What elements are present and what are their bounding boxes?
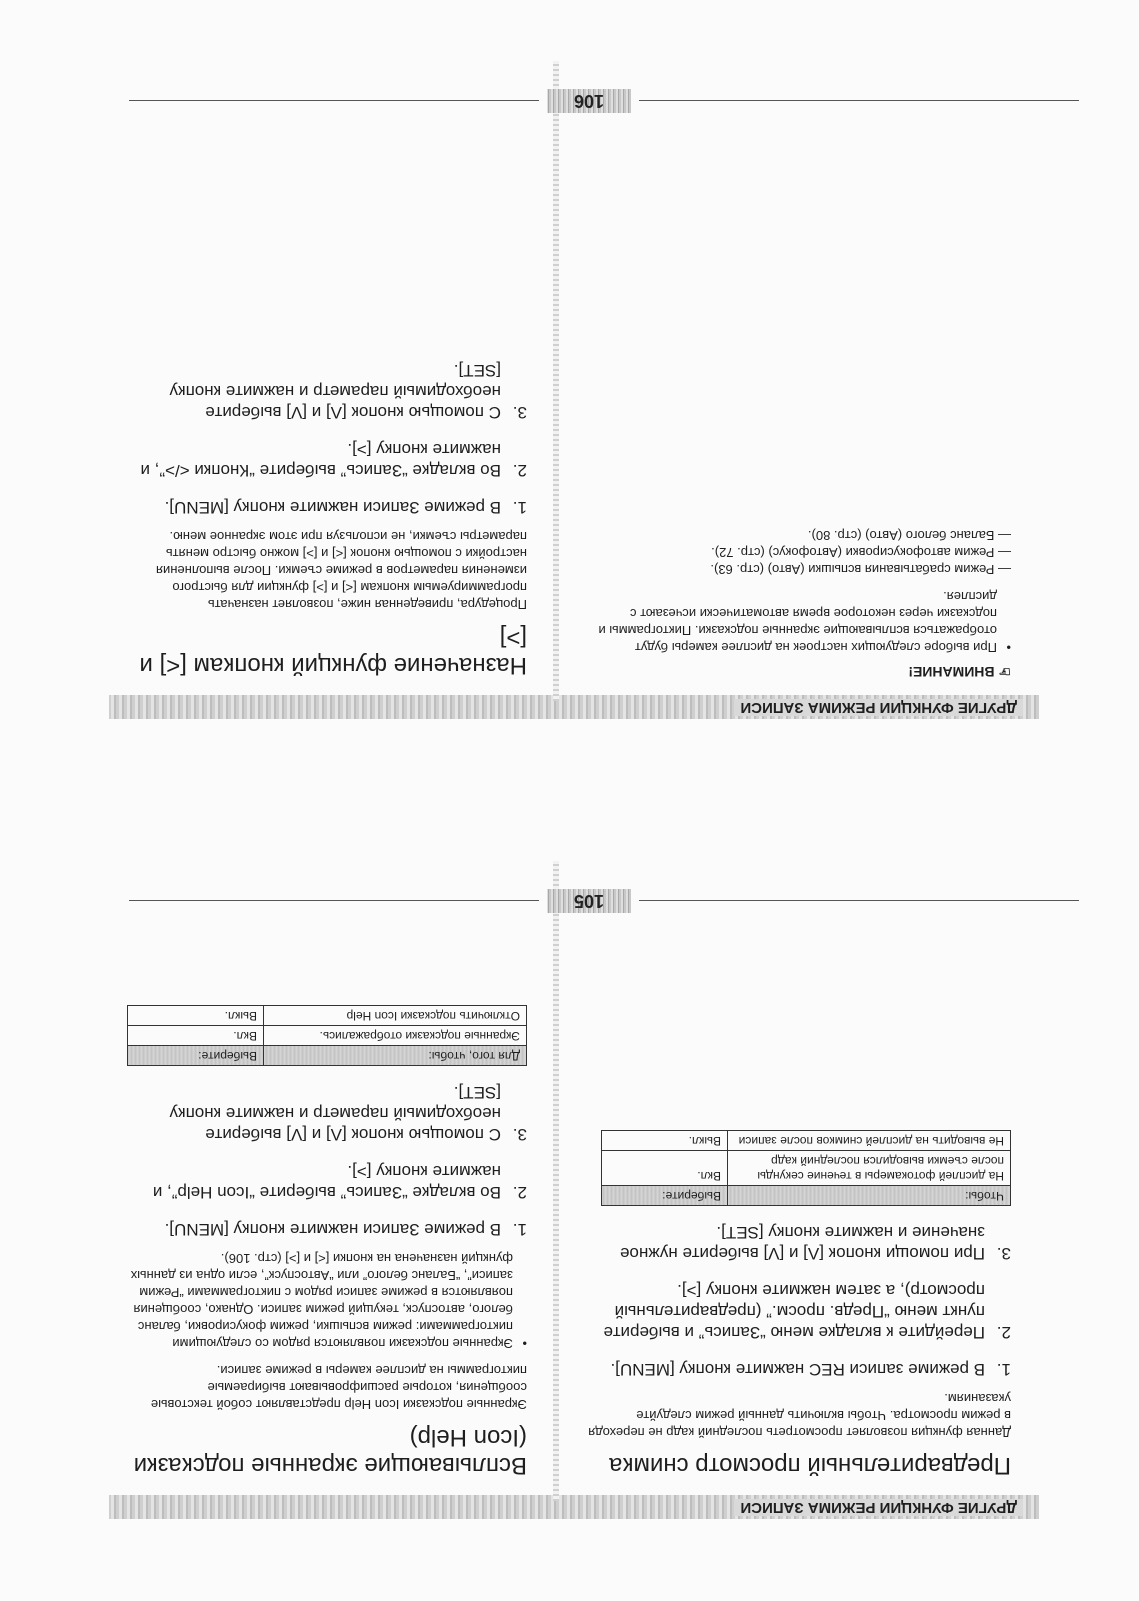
step (127, 1219, 527, 1240)
step-number: 3. (996, 1244, 1011, 1263)
step-number: 1. (512, 1220, 527, 1239)
steps-list (127, 360, 527, 518)
step (127, 1161, 527, 1203)
section-header-text: ДРУГИЕ ФУНКЦИИ РЕЖИМА ЗАПИСИ (734, 1499, 1023, 1516)
step-number: 2. (996, 1323, 1011, 1342)
table-header: Чтобы: (728, 1186, 1011, 1206)
step-text: В режиме записи REC нажмите кнопку [MENU]. (610, 1360, 985, 1379)
table-header: Выберите: (602, 1186, 728, 1206)
step-text: В режиме Записи нажмите кнопку [MENU]. (164, 1220, 501, 1239)
section-title: Назначение функций кнопкам [<] и [>] (139, 624, 527, 679)
table-row (128, 1006, 527, 1026)
table-cell: Вкл. (128, 1026, 264, 1046)
table-cell: На дисплей фотокамеры в течение секунды после съемки выводился последний кадр (728, 1151, 1011, 1186)
footer-rule (639, 100, 1079, 101)
footer-rule (129, 900, 539, 901)
note-title-text: ВНИМАНИЕ! (908, 664, 995, 680)
note-title (591, 662, 1011, 681)
options-table (127, 1005, 527, 1066)
step-number: 2. (512, 1183, 527, 1202)
footer-rule (129, 100, 539, 101)
step-text: С помощью кнопок [Λ] и [V] выберите необходимый параметр и нажмите кнопку [SET]. (169, 361, 501, 422)
step-number: 3. (512, 1125, 527, 1144)
table-cell: Отключить подсказки Icon Help (264, 1006, 527, 1026)
table-row (602, 1151, 1011, 1186)
section-header (109, 1495, 1039, 1519)
table-header: Для того, чтобы: (264, 1046, 527, 1066)
step (127, 1082, 527, 1145)
attention-note (591, 527, 1011, 683)
dash-item: — Режим срабатывания вспышки (Авто) (стр. 63). (710, 562, 1011, 577)
preview-section (581, 1130, 1011, 1483)
section-intro: Процедура, приведенная ниже, позволяет назначать программируемым кнопкам [<] и [>] функции для быстрого изменения параметров в режиме съемки. После выполнения настройки с помощью кнопок [<] и [>] можно быстро менять параметры съемки, не используя при этом экранное меню. (155, 529, 527, 612)
step (581, 1280, 1011, 1343)
table-cell: Не выводить на дисплей снимков после записи (728, 1131, 1011, 1151)
button-assign-section (127, 344, 527, 683)
step-number: 2. (512, 461, 527, 480)
step (127, 439, 527, 481)
column-divider (553, 861, 559, 1501)
bullet-note: • Экранные подсказки появляются рядом со следующими пиктограммами: режим вспышки, режим фокусировки, баланс белого, автоспуск, текущий режим записи. Однако, сообщения появляются в режиме записи рядом с пиктограммами “Режим записи”, “Баланс белого” или “Автоспуск”, если одна из данных функций назначена на кнопки [<] и [>] (стр. 106). (127, 1250, 527, 1352)
page-number: 106 (547, 89, 631, 113)
section-header (109, 695, 1039, 719)
icon-help-section (127, 1005, 527, 1483)
table-cell: Вкл. (602, 1151, 728, 1186)
table-header-row (602, 1186, 1011, 1206)
step (127, 360, 527, 423)
step-text: Во вкладке “Запись” выберите “Icon Help”, и нажмите кнопку [>]. (152, 1162, 501, 1202)
options-table (601, 1130, 1011, 1206)
step-text: При помощи кнопок [Λ] и [V] выберите нужное значение и нажмите кнопку [SET]. (620, 1223, 985, 1263)
section-title: Предварительный просмотр снимка (609, 1452, 1011, 1479)
step (581, 1359, 1011, 1380)
section-intro: Экранные подсказки Icon Help представляют собой текстовые сообщения, которые расшифровывают выбираемые пиктограммы на дисплее камеры в режиме записи. (150, 1363, 527, 1412)
dash-item: — Режим автофокусировки (Автофокус) (стр. 72). (711, 545, 1011, 560)
table-cell: Выкл. (128, 1006, 264, 1026)
table-row (128, 1026, 527, 1046)
page-105 (0, 801, 1139, 1601)
step-number: 3. (512, 403, 527, 422)
section-title: Всплывающие экранные подсказки (Icon Help) (133, 1424, 527, 1479)
table-header: Выберите: (128, 1046, 264, 1066)
section-header-text: ДРУГИЕ ФУНКЦИИ РЕЖИМА ЗАПИСИ (734, 699, 1023, 716)
steps-list (127, 1082, 527, 1240)
steps-list (581, 1222, 1011, 1380)
page-106 (0, 1, 1139, 801)
step-number: 1. (512, 498, 527, 517)
step-text: Перейдите к вкладке меню “Запись” и выберите пункт меню “Предв. просм.” (предварительный просмотр), а затем нажмите кнопку [>]. (603, 1281, 985, 1342)
step-text: Во вкладке “Запись” выберите “Кнопки </>”, и нажмите кнопку [>]. (140, 440, 501, 480)
dash-item: — Баланс белого (Авто) (стр. 80). (807, 528, 1011, 543)
table-cell: Экранные подсказки отображались. (264, 1026, 527, 1046)
table-row (602, 1131, 1011, 1151)
step (127, 497, 527, 518)
table-cell: Выкл. (602, 1131, 728, 1151)
table-header-row (128, 1046, 527, 1066)
column-divider (553, 61, 559, 701)
step-text: В режиме Записи нажмите кнопку [MENU]. (164, 498, 501, 517)
step-number: 1. (996, 1360, 1011, 1379)
warning-icon: ☞ (994, 664, 1011, 680)
bullet-note: • При выборе следующих настроек на дисплее камеры будут отображаться всплывающие экранные подсказки. Пиктограммы и подсказки через некоторое время автоматически исчезают с дисплея. (591, 588, 1011, 656)
section-intro: Данная функция позволяет просмотреть последний кадр не переходя в режим просмотра. Чтобы включить данный режим следуйте указаниям. (588, 1391, 1011, 1440)
page-number: 105 (547, 889, 631, 913)
step-text: С помощью кнопок [Λ] и [V] выберите необходимый параметр и нажмите кнопку [SET]. (169, 1083, 501, 1144)
step (581, 1222, 1011, 1264)
footer-rule (639, 900, 1079, 901)
